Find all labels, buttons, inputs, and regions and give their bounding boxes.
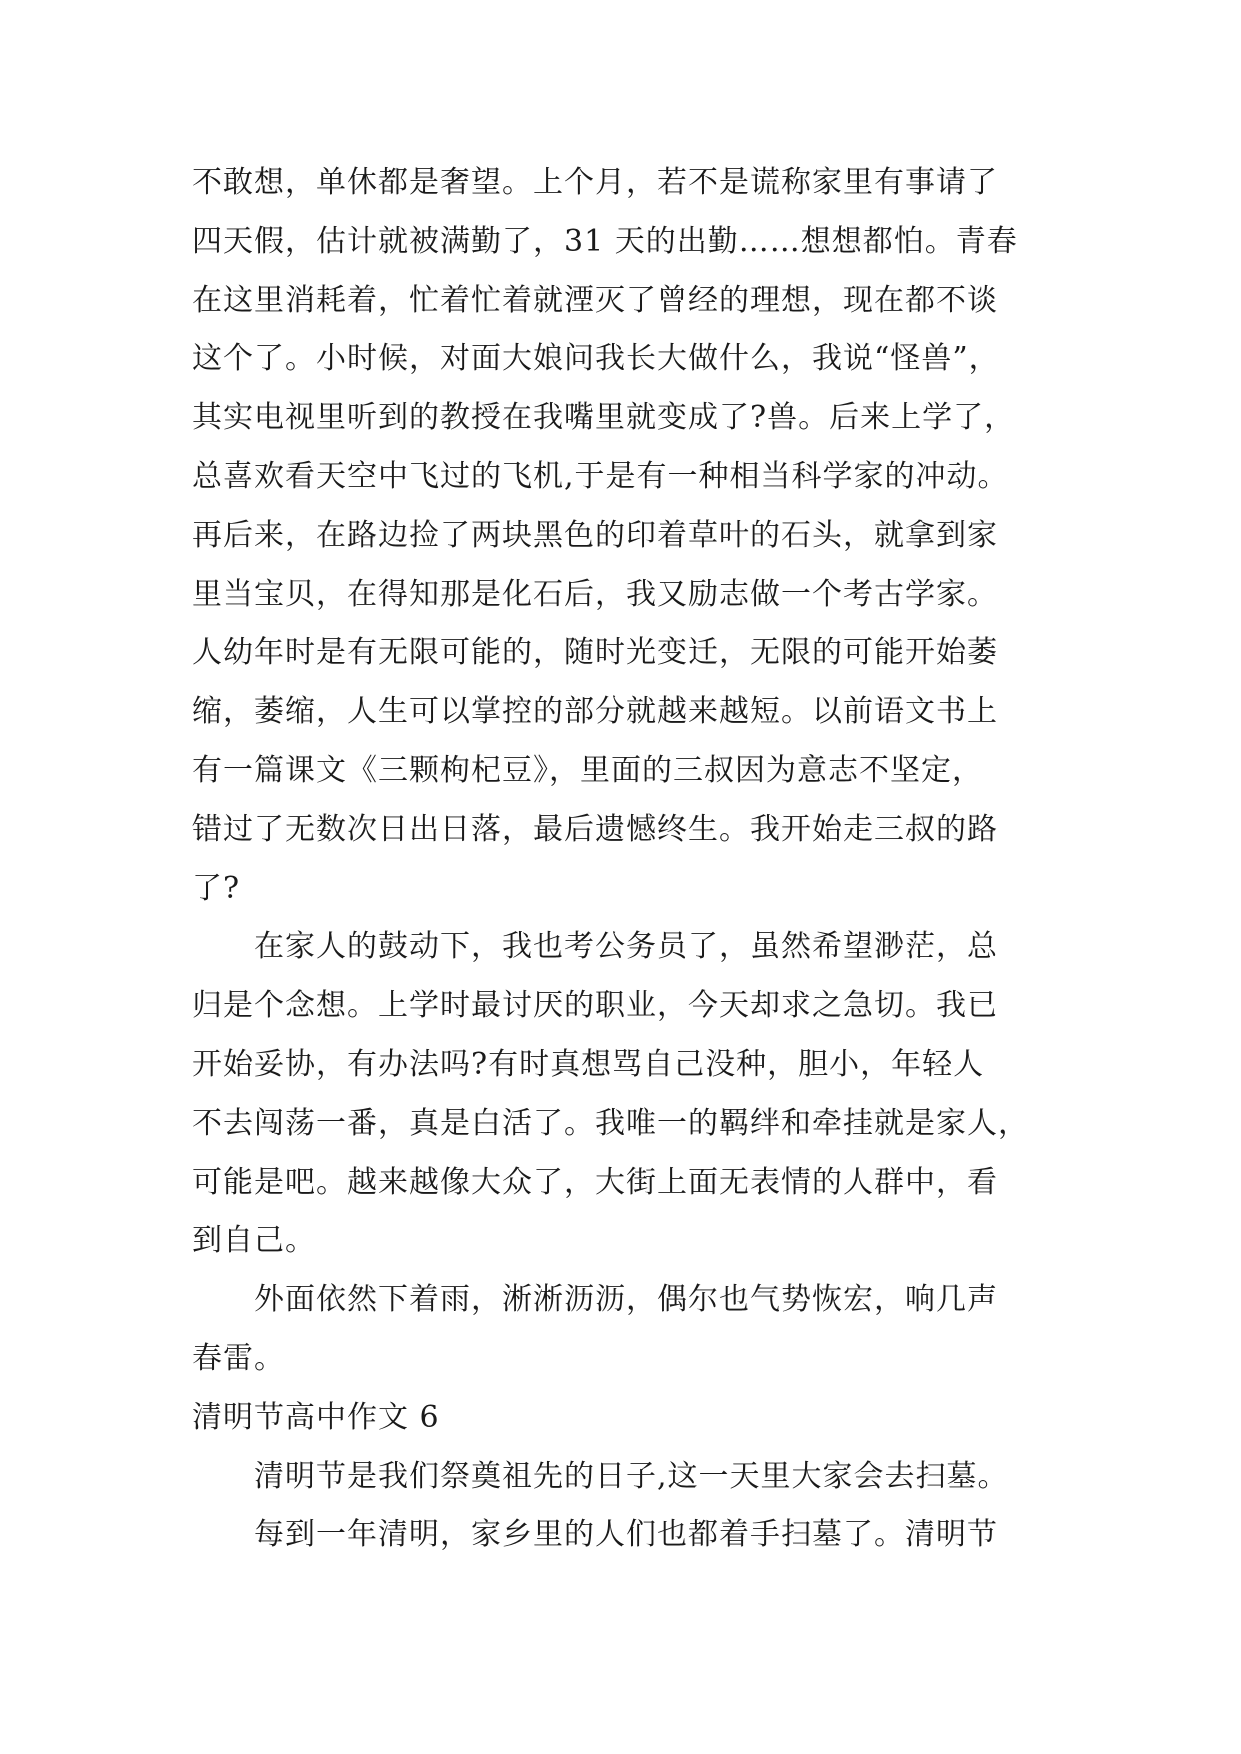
text-line: 其实电视里听到的教授在我嘴里就变成了?兽。后来上学了， (192, 400, 1016, 436)
text-line: 不去闯荡一番，真是白活了。我唯一的羁绊和牵挂就是家人， (192, 1105, 1029, 1141)
text-line: 总喜欢看天空中飞过的飞机,于是有一种相当科学家的冲动。 (192, 458, 1009, 494)
text-line: 清明节是我们祭奠祖先的日子,这一天里大家会去扫墓。 (192, 1458, 1009, 1494)
text-line: 这个了。小时候，对面大娘问我长大做什么，我说“怪兽”， (192, 341, 1000, 377)
text-line: 在这里消耗着，忙着忙着就湮灭了曾经的理想，现在都不谈 (192, 282, 998, 318)
text-line: 春雷。 (192, 1340, 285, 1376)
text-line: 在家人的鼓动下，我也考公务员了，虽然希望渺茫，总 (192, 929, 998, 965)
text-line: 有一篇课文《三颗枸杞豆》，里面的三叔因为意志不坚定， (192, 752, 983, 788)
text-line: 再后来，在路边捡了两块黑色的印着草叶的石头，就拿到家 (192, 517, 998, 553)
text-line: 每到一年清明，家乡里的人们也都着手扫墓了。清明节 (192, 1517, 998, 1553)
text-line: 了? (192, 870, 241, 906)
text-line: 里当宝贝，在得知那是化石后，我又励志做一个考古学家。 (192, 576, 998, 612)
text-line: 错过了无数次日出日落，最后遗憾终生。我开始走三叔的路 (192, 811, 998, 847)
text-line: 人幼年时是有无限可能的，随时光变迁，无限的可能开始萎 (192, 635, 998, 671)
section-heading: 清明节高中作文 6 (192, 1399, 440, 1435)
text-line: 到自己。 (192, 1223, 316, 1259)
text-line: 不敢想，单休都是奢望。上个月，若不是谎称家里有事请了 (192, 165, 998, 200)
document-body (192, 154, 1052, 1565)
text-line: 外面依然下着雨，淅淅沥沥，偶尔也气势恢宏，响几声 (192, 1282, 998, 1318)
text-line: 四天假，估计就被满勤了，31 天的出勤……想想都怕。青春 (192, 223, 1018, 259)
text-line: 归是个念想。上学时最讨厌的职业，今天却求之急切。我已 (192, 988, 998, 1024)
text-line: 缩，萎缩，人生可以掌控的部分就越来越短。以前语文书上 (192, 694, 998, 730)
text-line: 开始妥协，有办法吗?有时真想骂自己没种，胆小，年轻人 (192, 1046, 985, 1082)
text-line: 可能是吧。越来越像大众了，大街上面无表情的人群中，看 (192, 1164, 998, 1200)
